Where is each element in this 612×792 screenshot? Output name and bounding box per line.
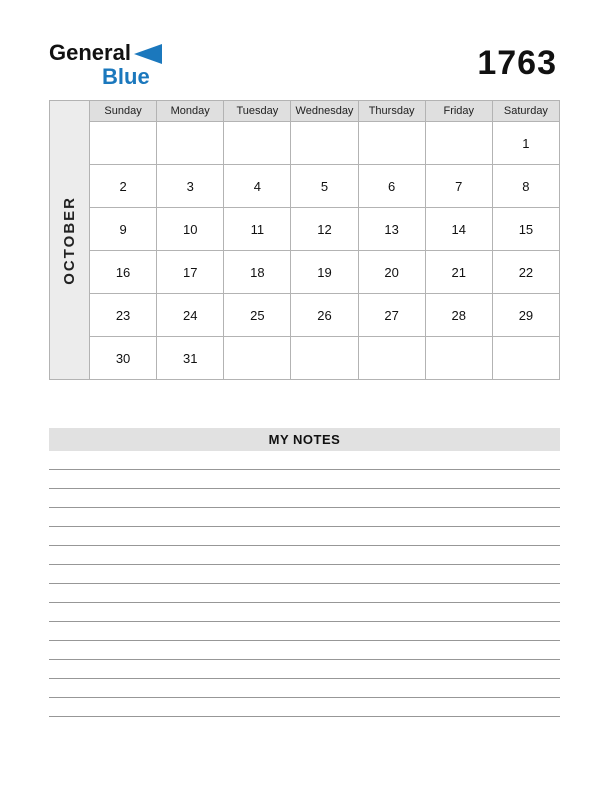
calendar-day-cell: 17 xyxy=(157,251,224,294)
calendar-day-cell: 13 xyxy=(358,208,425,251)
month-sidebar xyxy=(50,101,90,380)
note-line xyxy=(49,660,560,679)
calendar-empty-cell xyxy=(425,337,492,380)
calendar-day-cell: 30 xyxy=(90,337,157,380)
note-line xyxy=(49,603,560,622)
calendar-week-row xyxy=(50,294,560,337)
calendar-empty-cell xyxy=(358,122,425,165)
calendar-empty-cell xyxy=(492,337,559,380)
note-line xyxy=(49,546,560,565)
notes-title: MY NOTES xyxy=(268,432,341,447)
calendar-body xyxy=(50,101,560,380)
note-line xyxy=(49,451,560,470)
calendar-day-cell: 7 xyxy=(425,165,492,208)
calendar-empty-cell xyxy=(358,337,425,380)
calendar-week-row xyxy=(50,208,560,251)
logo-text-general: General xyxy=(49,40,131,65)
weekday-header: Friday xyxy=(425,101,492,122)
calendar-day-cell: 6 xyxy=(358,165,425,208)
calendar-empty-cell xyxy=(291,122,358,165)
calendar-week-row xyxy=(50,122,560,165)
calendar-day-cell: 4 xyxy=(224,165,291,208)
calendar-day-cell: 31 xyxy=(157,337,224,380)
calendar-day-cell: 22 xyxy=(492,251,559,294)
calendar-day-cell: 10 xyxy=(157,208,224,251)
note-line xyxy=(49,489,560,508)
calendar-day-cell: 25 xyxy=(224,294,291,337)
year-title: 1763 xyxy=(477,44,557,82)
calendar-day-cell: 8 xyxy=(492,165,559,208)
calendar-empty-cell xyxy=(224,337,291,380)
calendar-day-cell: 9 xyxy=(90,208,157,251)
calendar-day-cell: 21 xyxy=(425,251,492,294)
note-line xyxy=(49,698,560,717)
calendar-day-cell: 14 xyxy=(425,208,492,251)
calendar-day-cell: 20 xyxy=(358,251,425,294)
calendar-day-cell: 27 xyxy=(358,294,425,337)
calendar-empty-cell xyxy=(157,122,224,165)
note-line xyxy=(49,622,560,641)
note-line xyxy=(49,508,560,527)
weekday-header-row xyxy=(50,101,560,122)
calendar xyxy=(49,100,560,380)
note-line xyxy=(49,584,560,603)
calendar-day-cell: 26 xyxy=(291,294,358,337)
calendar-day-cell: 23 xyxy=(90,294,157,337)
weekday-header: Tuesday xyxy=(224,101,291,122)
notes-header xyxy=(49,428,560,451)
note-line xyxy=(49,527,560,546)
calendar-empty-cell xyxy=(425,122,492,165)
calendar-day-cell: 1 xyxy=(492,122,559,165)
month-label: OCTOBER xyxy=(61,195,78,285)
calendar-day-cell: 18 xyxy=(224,251,291,294)
calendar-day-cell: 11 xyxy=(224,208,291,251)
calendar-empty-cell xyxy=(291,337,358,380)
weekday-header: Sunday xyxy=(90,101,157,122)
calendar-week-row xyxy=(50,337,560,380)
calendar-week-row xyxy=(50,165,560,208)
note-line xyxy=(49,470,560,489)
weekday-header: Monday xyxy=(157,101,224,122)
weekday-header: Wednesday xyxy=(291,101,358,122)
calendar-day-cell: 2 xyxy=(90,165,157,208)
calendar-day-cell: 24 xyxy=(157,294,224,337)
logo-text-blue: Blue xyxy=(102,64,150,89)
calendar-day-cell: 3 xyxy=(157,165,224,208)
calendar-day-cell: 16 xyxy=(90,251,157,294)
calendar-table xyxy=(49,100,560,380)
weekday-header: Saturday xyxy=(492,101,559,122)
note-line xyxy=(49,641,560,660)
brand-logo xyxy=(49,42,162,88)
note-line xyxy=(49,565,560,584)
calendar-day-cell: 28 xyxy=(425,294,492,337)
weekday-header: Thursday xyxy=(358,101,425,122)
calendar-day-cell: 12 xyxy=(291,208,358,251)
calendar-empty-cell xyxy=(224,122,291,165)
calendar-week-row xyxy=(50,251,560,294)
calendar-empty-cell xyxy=(90,122,157,165)
calendar-day-cell: 5 xyxy=(291,165,358,208)
note-line xyxy=(49,679,560,698)
calendar-day-cell: 19 xyxy=(291,251,358,294)
calendar-day-cell: 15 xyxy=(492,208,559,251)
calendar-day-cell: 29 xyxy=(492,294,559,337)
note-lines xyxy=(49,451,560,717)
